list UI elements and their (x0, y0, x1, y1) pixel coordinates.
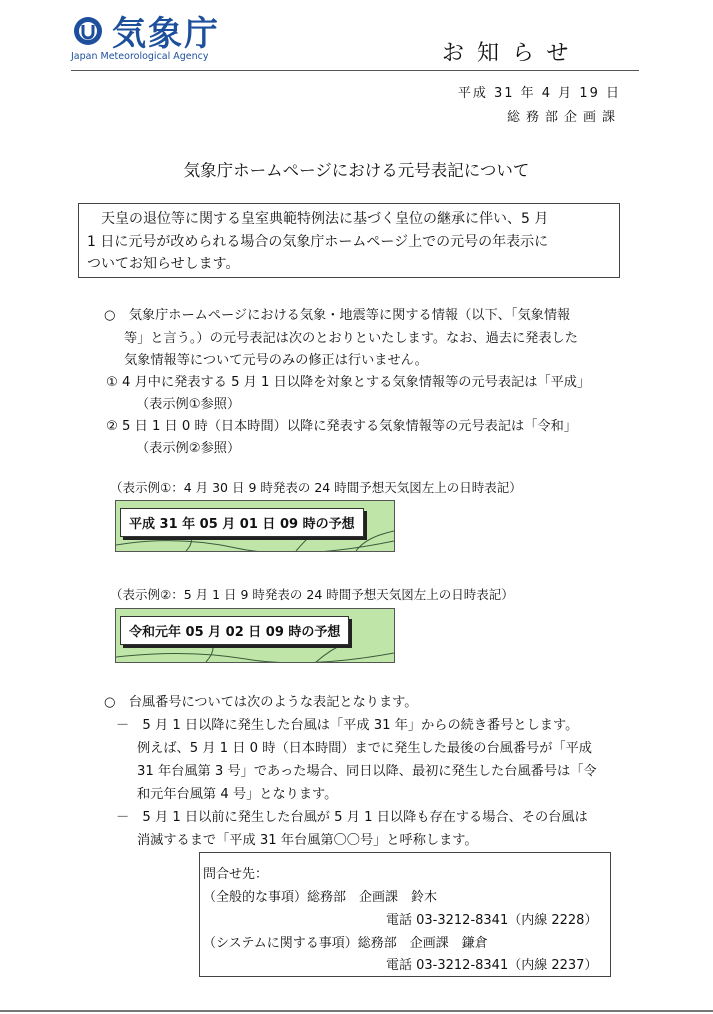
example1-caption: （表示例①：4 月 30 日 9 時発表の 24 時間予想天気図左上の日時表記） (110, 480, 522, 495)
section2-line: 消滅するまで「平成 31 年台風第〇〇号」と呼称します。 (137, 833, 478, 848)
notice-heading: お知らせ (442, 41, 582, 66)
page-bottom-edge (0, 1010, 713, 1012)
example2-map (115, 608, 395, 663)
section2-line: 和元年台風第 4 号」となります。 (137, 787, 338, 802)
issuing-department: 総務部企画課 (506, 110, 621, 125)
section2-line: 例えば、5 月 1 日 0 時（日本時間）までに発生した最後の台風番号が「平成 (137, 741, 592, 756)
section2-line: － 5 月 1 日以前に発生した台風が 5 月 1 日以降も存在する場合、その台風は (116, 810, 588, 825)
logo-subtitle: Japan Meteorological Agency (71, 51, 209, 62)
contact-general: （全般的な事項）総務部 企画課 鈴木 (203, 890, 438, 905)
contact-general-phone: 電話 03-3212-8341（内線 2228） (386, 913, 598, 928)
page-title: 気象庁ホームページにおける元号表記について (183, 161, 530, 180)
section2-line: － 5 月 1 日以降に発生した台風は「平成 31 年」からの続き番号とします。 (116, 718, 579, 733)
item2-text: ② 5 日 1 日 0 時（日本時間）以降に発表する気象情報等の元号表記は「令和」 (106, 419, 577, 434)
example1-datetime-label: 平成 31 年 05 月 01 日 09 時の予想 (120, 508, 364, 537)
item2-reference: （表示例②参照） (136, 441, 241, 456)
header-divider (71, 70, 639, 71)
item1-reference: （表示例①参照） (136, 397, 241, 412)
section2-heading: ○ 台風番号については次のような表記となります。 (104, 695, 418, 710)
example2-datetime-label: 令和元年 05 月 02 日 09 時の予想 (120, 616, 349, 645)
item1-text: ① 4 月中に発表する 5 月 1 日以降を対象とする気象情報等の元号表記は「平成」 (106, 375, 591, 390)
summary-line: 天皇の退位等に関する皇室典範特例法に基づく皇位の継承に伴い、5 月 (101, 211, 549, 227)
issue-date: 平成 31 年 4 月 19 日 (457, 86, 621, 101)
jma-logo-icon (73, 16, 103, 46)
section1-line: 気象情報等について元号のみの修正は行いません。 (124, 353, 428, 368)
contact-box (199, 852, 611, 977)
logo-title: 気象庁 (112, 14, 220, 54)
contact-system: （システムに関する事項）総務部 企画課 鎌倉 (203, 936, 488, 951)
contact-heading: 問合せ先： (203, 867, 269, 882)
section2-line: 31 年台風第 3 号」であった場合、同日以降、最初に発生した台風番号は「令 (137, 764, 597, 779)
example1-map (115, 500, 395, 552)
contact-system-phone: 電話 03-3212-8341（内線 2237） (386, 958, 598, 973)
summary-line: ついてお知らせします。 (87, 256, 240, 272)
section1-line: ○ 気象庁ホームページにおける気象・地震等に関する情報（以下、「気象情報 (104, 308, 571, 323)
summary-box (78, 203, 620, 278)
section1-line: 等」と言う。）の元号表記は次のとおりといたします。なお、過去に発表した (124, 331, 578, 346)
example2-caption: （表示例②：5 月 1 日 9 時発表の 24 時間予想天気図左上の日時表記） (110, 587, 514, 602)
summary-line: 1 日に元号が改められる場合の気象庁ホームページ上での元号の年表示に (87, 233, 549, 250)
